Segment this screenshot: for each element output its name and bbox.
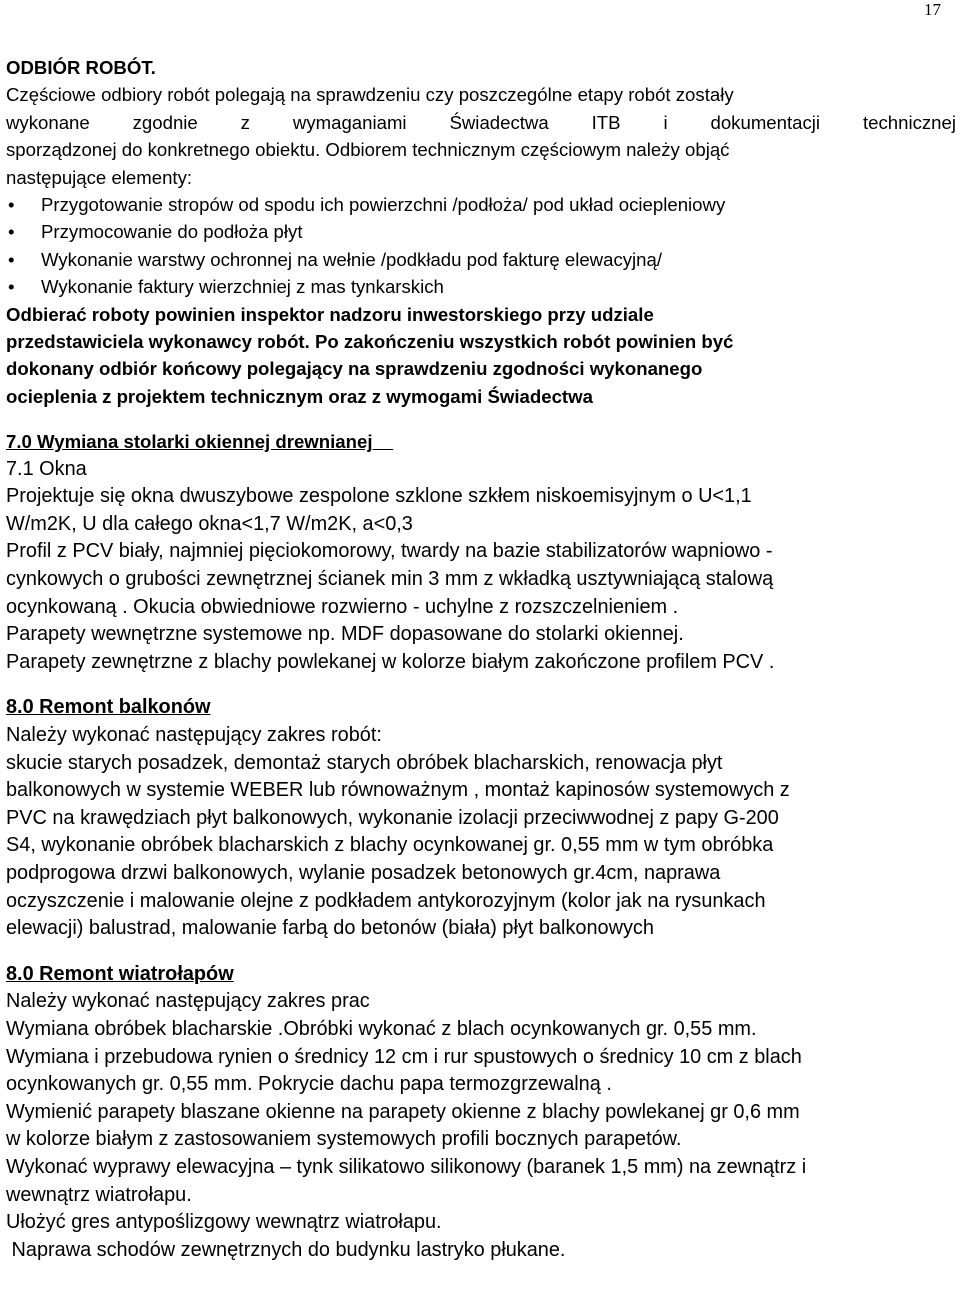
list-item-text: Przymocowanie do podłoża płyt: [41, 221, 303, 243]
paragraph-line: Projektuje się okna dwuszybowe zespolone szklone szkłem niskoemisyjnym o U<1,1: [6, 485, 752, 508]
paragraph-line: Należy wykonać następujący zakres robót:: [6, 724, 382, 747]
paragraph-line: w kolorze białym z zastosowaniem systemowych profili bocznych parapetów.: [6, 1128, 682, 1151]
paragraph-line: Profil z PCV biały, najmniej pięciokomorowy, twardy na bazie stabilizatorów wapniowo -: [6, 540, 773, 563]
paragraph-line: balkonowych w systemie WEBER lub równoważnym , montaż kapinosów systemowych z: [6, 779, 790, 802]
section-wiatrolapy: [6, 961, 956, 1265]
bold-paragraph-line: ocieplenia z projektem technicznym oraz z wymogami Świadectwa: [6, 385, 593, 407]
page-number: 17: [924, 0, 941, 19]
paragraph-line: elewacji) balustrad, malowanie farbą do betonów (biała) płyt balkonowych: [6, 917, 654, 940]
section-odbior-robot: [6, 54, 956, 410]
paragraph-line: Parapety zewnętrzne z blachy powlekanej w kolorze białym zakończone profilem PCV .: [6, 650, 775, 673]
bullet-icon: •: [8, 221, 15, 243]
paragraph-line: oczyszczenie i malowanie olejne z podkładem antykorozyjnym (kolor jak na rysunkach: [6, 889, 766, 912]
paragraph-line: Wymiana obróbek blacharskie .Obróbki wykonać z blach ocynkowanych gr. 0,55 mm.: [6, 1017, 757, 1040]
section-heading: 8.0 Remont balkonów: [6, 696, 211, 719]
bold-paragraph-line: przedstawiciela wykonawcy robót. Po zakończeniu wszystkich robót powinien być: [6, 331, 734, 353]
section-heading-text: 7.0 Wymiana stolarki okiennej drewnianej: [6, 431, 373, 453]
paragraph-line: skucie starych posadzek, demontaż starych obróbek blacharskich, renowacja płyt: [6, 751, 723, 774]
paragraph-line: W/m2K, U dla całego okna<1,7 W/m2K, a<0,3: [6, 512, 413, 535]
paragraph-line: ocynkowanych gr. 0,55 mm. Pokrycie dachu papa termozgrzewalną .: [6, 1073, 612, 1096]
list-item: [6, 246, 956, 273]
bullet-icon: •: [8, 194, 15, 216]
paragraph-line: cynkowych o grubości zewnętrznej ścianek min 3 mm z wkładką usztywniającą stalową: [6, 568, 774, 591]
paragraph-line: Naprawa schodów zewnętrznych do budynku lastryko płukane.: [6, 1238, 566, 1261]
paragraph-line: wewnątrz wiatrołapu.: [6, 1183, 192, 1206]
section-stolarka: [6, 428, 956, 676]
section-balkony: [6, 694, 956, 942]
paragraph-line: wykonane zgodnie z wymaganiami Świadectwa ITB i dokumentacji technicznej: [6, 111, 956, 133]
bullet-icon: •: [8, 248, 15, 270]
paragraph-line: S4, wykonanie obróbek blacharskich z blachy ocynkowanej gr. 0,55 mm w tym obróbka: [6, 834, 774, 857]
bullet-icon: •: [8, 276, 15, 298]
paragraph-line: podprogowa drzwi balkonowych, wylanie posadzek betonowych gr.4cm, naprawa: [6, 862, 721, 884]
paragraph-line: sporządzonej do konkretnego obiektu. Odbiorem technicznym częściowym należy objąć: [6, 139, 730, 161]
list-item-text: Przygotowanie stropów od spodu ich powierzchni /podłoża/ pod układ ociepleniowy: [41, 194, 726, 216]
section-heading: ODBIÓR ROBÓT.: [6, 57, 156, 78]
list-item: [6, 191, 956, 218]
paragraph-line: Należy wykonać następujący zakres prac: [6, 990, 370, 1013]
bold-paragraph-line: Odbierać roboty powinien inspektor nadzoru inwestorskiego przy udziale: [6, 303, 654, 325]
bold-paragraph-line: dokonany odbiór końcowy polegający na sprawdzeniu zgodności wykonanego: [6, 358, 703, 380]
list-item-text: Wykonanie warstwy ochronnej na wełnie /podkładu pod fakturę elewacyjną/: [41, 248, 663, 270]
paragraph-line: Wymienić parapety blaszane okienne na parapety okienne z blachy powlekanej gr 0,6 mm: [6, 1100, 800, 1123]
paragraph-line: Parapety wewnętrzne systemowe np. MDF dopasowane do stolarki okiennej.: [6, 623, 684, 646]
paragraph-line: Ułożyć gres antypoślizgowy wewnątrz wiatrołapu.: [6, 1211, 442, 1234]
paragraph-line: Wymiana i przebudowa rynien o średnicy 12 cm i rur spustowych o średnicy 10 cm z blach: [6, 1045, 802, 1068]
paragraph-line: Częściowe odbiory robót polegają na sprawdzeniu czy poszczególne etapy robót zostały: [6, 84, 734, 106]
document-body: [6, 54, 956, 1264]
paragraph-line: ocynkowaną . Okucia obwiedniowe rozwierno - uchylne z rozszczelnieniem .: [6, 595, 679, 618]
paragraph-line: Wykonać wyprawy elewacyjna – tynk silikatowo silikonowy (baranek 1,5 mm) na zewnątrz i: [6, 1155, 807, 1178]
section-heading: [6, 428, 956, 455]
section-heading: 8.0 Remont wiatrołapów: [6, 962, 234, 985]
subsection-heading: 7.1 Okna: [6, 457, 87, 480]
list-item-text: Wykonanie faktury wierzchniej z mas tynkarskich: [41, 276, 444, 298]
paragraph-line: PVC na krawędziach płyt balkonowych, wykonanie izolacji przeciwwodnej z papy G-200: [6, 806, 779, 829]
list-item: [6, 273, 956, 300]
paragraph-line: następujące elementy:: [6, 166, 193, 188]
heading-underline-tail: [373, 431, 394, 452]
list-item: [6, 218, 956, 245]
